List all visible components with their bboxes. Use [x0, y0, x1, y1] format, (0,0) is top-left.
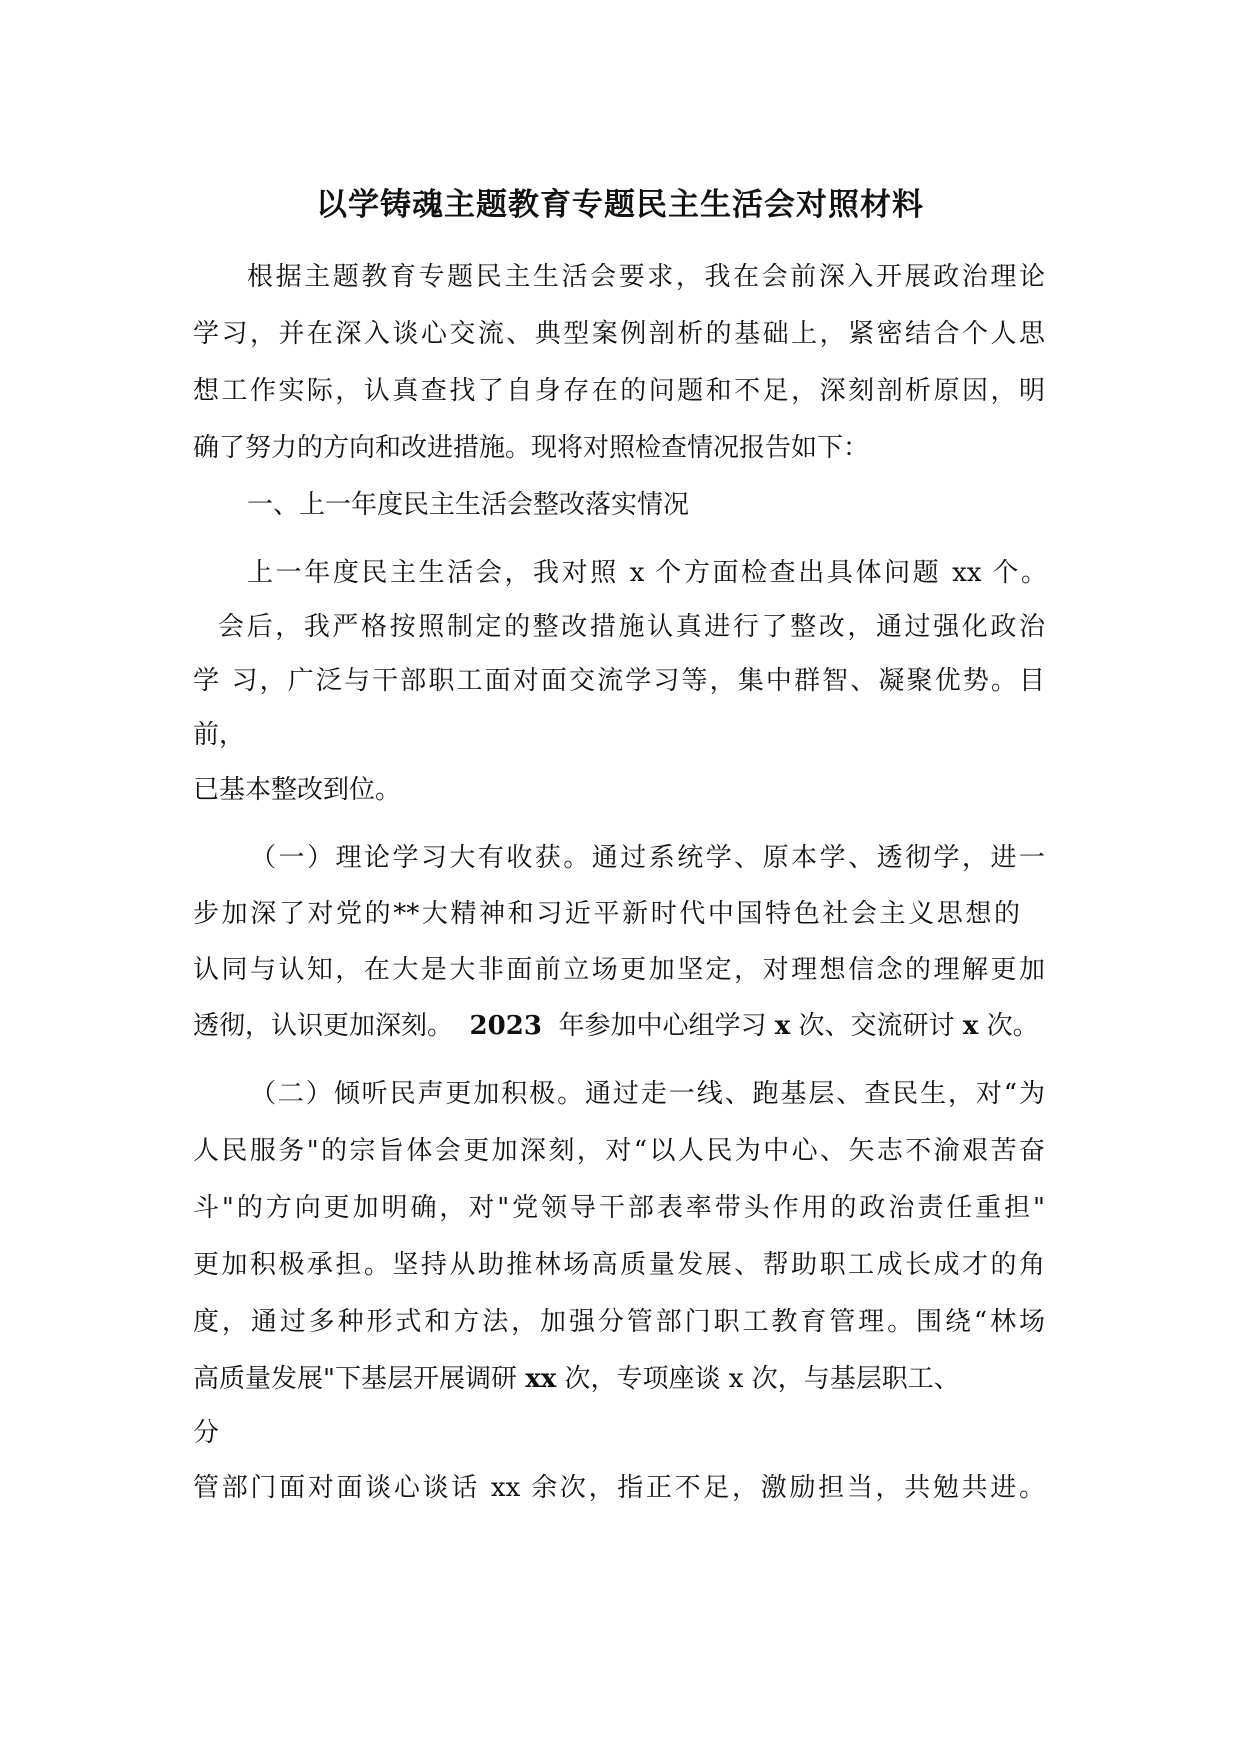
- paragraph-line: 人民服务"的宗旨体会更加深刻，对“以人民为中心、矢志不渝艰苦奋: [193, 1136, 1045, 1166]
- paragraph-line: 想工作实际，认真查找了自身存在的问题和不足，深刻剖析原因，明: [193, 376, 1045, 406]
- paragraph-line: 度，通过多种形式和方法，加强分管部门职工教育管理。围绕“林场: [193, 1307, 1045, 1337]
- paragraph-line: 前，: [193, 720, 246, 750]
- paragraph-line: 分: [193, 1418, 220, 1448]
- count-value: xx: [525, 1364, 557, 1394]
- year-value: 2023: [469, 1011, 542, 1041]
- paragraph-line: 会后，我严格按照制定的整改措施认真进行了整改，通过强化政治: [218, 612, 1045, 642]
- paragraph-line: 步加深了对党的**大精神和习近平新时代中国特色社会主义思想的: [193, 899, 1020, 929]
- section-heading: 一、上一年度民主生活会整改落实情况: [247, 490, 690, 520]
- count-value: x: [774, 1011, 791, 1041]
- count-value: x: [728, 1364, 744, 1394]
- text-segment: 次，与基层职工、: [751, 1364, 960, 1394]
- document-title: 以学铸魂主题教育专题民主生活会对照材料: [316, 187, 924, 223]
- text-segment: 透彻，认识更加深刻。: [193, 1011, 454, 1041]
- paragraph-line: 学 习，广泛与干部职工面对面交流学习等，集中群智、凝聚优势。目: [193, 666, 1045, 696]
- text-segment: 年参加中心组学习: [558, 1011, 767, 1041]
- paragraph-line: [193, 1006, 1039, 1046]
- text-segment: 高质量发展"下基层开展调研: [193, 1364, 517, 1394]
- count-value: x: [962, 1011, 979, 1041]
- paragraph-line: 学习，并在深入谈心交流、典型案例剖析的基础上，紧密结合个人思: [193, 319, 1045, 349]
- paragraph-line: [193, 1359, 960, 1399]
- text-segment: 次、交流研讨: [798, 1011, 955, 1041]
- paragraph-line: 更加积极承担。坚持从助推林场高质量发展、帮助职工成长成才的角: [193, 1250, 1045, 1280]
- paragraph-line: 斗"的方向更加明确，对"党领导干部表率带头作用的政治责任重担": [193, 1193, 1045, 1223]
- paragraph-line: 确了努力的方向和改进措施。现将对照检查情况报告如下：: [193, 433, 870, 463]
- text-segment: 次。: [986, 1011, 1039, 1041]
- paragraph-line: 管部门面对面谈心谈话 xx 余次，指正不足，激励担当，共勉共进。: [193, 1473, 1045, 1503]
- text-segment: 次，专项座谈: [564, 1364, 721, 1394]
- paragraph-line: 上一年度民主生活会，我对照 x 个方面检查出具体问题 xx 个。: [247, 558, 1047, 588]
- subsection-line: （二）倾听民声更加积极。通过走一线、跑基层、查民生，对“为: [250, 1079, 1045, 1109]
- paragraph-line: 认同与认知，在大是大非面前立场更加坚定，对理想信念的理解更加: [193, 955, 1045, 985]
- paragraph-line: 已基本整改到位。: [193, 775, 402, 805]
- paragraph-line: 根据主题教育专题民主生活会要求，我在会前深入开展政治理论: [247, 262, 1045, 292]
- subsection-line: （一）理论学习大有收获。通过系统学、原本学、透彻学，进一: [250, 843, 1045, 873]
